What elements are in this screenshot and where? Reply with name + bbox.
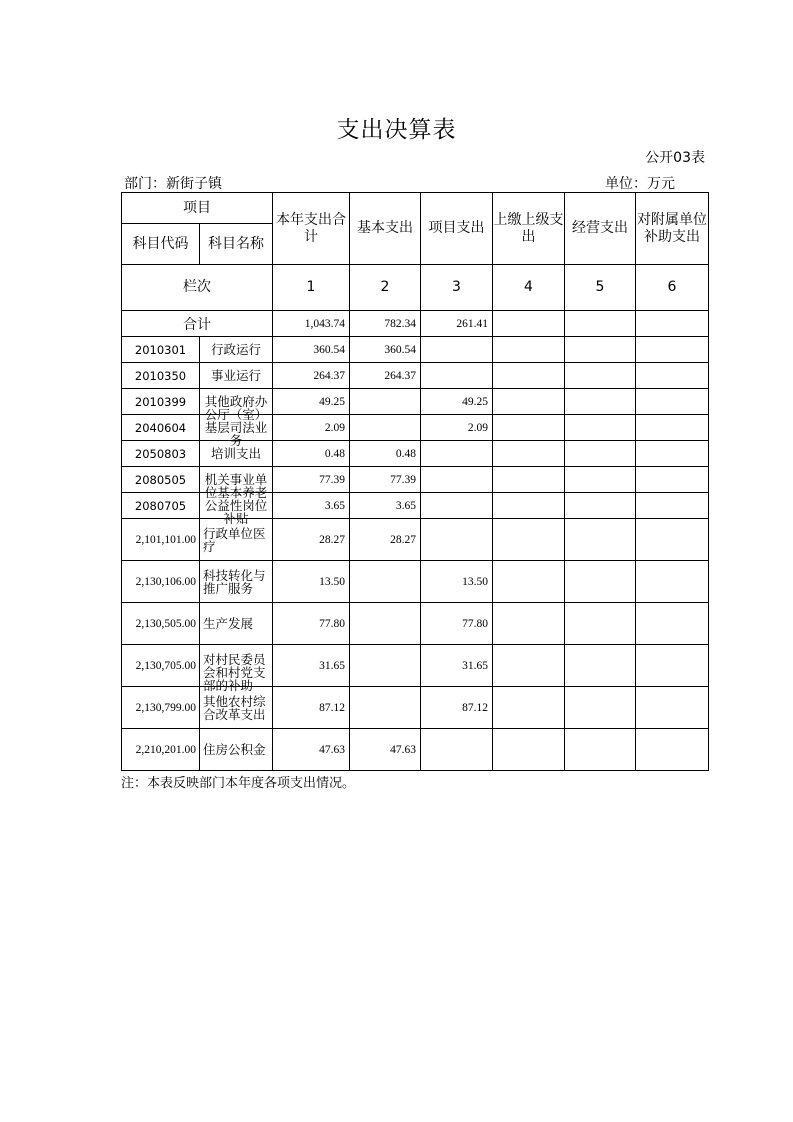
table-row	[122, 519, 709, 561]
subject-name-cell	[200, 337, 273, 363]
subject-name: 其他农村综合改革支出	[203, 693, 266, 722]
value-upper	[493, 363, 565, 389]
column-index: 1	[273, 265, 350, 311]
value-subsidy	[636, 645, 709, 687]
value-project: 2.09	[421, 415, 493, 441]
header-name: 科目名称	[200, 224, 273, 265]
subject-name: 科技转化与推广服务	[203, 567, 266, 596]
value-project: 31.65	[421, 645, 493, 687]
table-row	[122, 687, 709, 729]
value-basic	[350, 645, 421, 687]
value-upper	[493, 337, 565, 363]
value-subsidy	[636, 389, 709, 415]
subject-code: 2010399	[122, 389, 200, 415]
subject-name: 基层司法业务	[204, 420, 268, 448]
value-basic	[350, 561, 421, 603]
subject-code: 2,101,101.00	[122, 519, 200, 561]
column-index: 2	[350, 265, 421, 311]
value-subsidy	[636, 415, 709, 441]
subject-name-cell	[200, 687, 273, 729]
value-project: 87.12	[421, 687, 493, 729]
total-row-business	[565, 311, 636, 337]
value-basic	[350, 415, 421, 441]
value-business	[565, 441, 636, 467]
value-total: 49.25	[273, 389, 350, 415]
value-basic: 264.37	[350, 363, 421, 389]
value-subsidy	[636, 337, 709, 363]
subject-code: 2040604	[122, 415, 200, 441]
subject-name: 行政单位医疗	[203, 525, 266, 554]
value-project	[421, 519, 493, 561]
total-row-basic: 782.34	[350, 311, 421, 337]
subject-name-cell	[200, 389, 273, 422]
table-row	[122, 441, 709, 467]
value-subsidy	[636, 561, 709, 603]
value-business	[565, 561, 636, 603]
subject-name: 机关事业单位基本养老	[204, 472, 268, 500]
table-note: 注：本表反映部门本年度各项支出情况。	[121, 776, 356, 791]
header-project-expenditure: 项目支出	[421, 193, 493, 265]
value-subsidy	[636, 363, 709, 389]
value-project	[421, 729, 493, 771]
value-business	[565, 729, 636, 771]
table-row	[122, 337, 709, 363]
table-row	[122, 603, 709, 645]
header-code: 科目代码	[122, 224, 200, 265]
value-total: 31.65	[273, 645, 350, 687]
table-row	[122, 389, 709, 415]
expenditure-table	[121, 192, 709, 771]
subject-code: 2,210,201.00	[122, 729, 200, 771]
table-row	[122, 729, 709, 771]
value-total: 13.50	[273, 561, 350, 603]
value-total: 2.09	[273, 415, 350, 441]
subject-code: 2080505	[122, 467, 200, 493]
subject-name: 公益性岗位补贴	[204, 498, 268, 526]
total-row-subsidy	[636, 311, 709, 337]
total-row-upper	[493, 311, 565, 337]
total-row-label: 合计	[122, 311, 273, 337]
value-basic: 77.39	[350, 467, 421, 493]
subject-name: 培训支出	[210, 446, 261, 461]
value-project	[421, 467, 493, 493]
value-basic	[350, 389, 421, 415]
table-row	[122, 561, 709, 603]
value-total: 360.54	[273, 337, 350, 363]
unit-label: 单位：万元	[605, 176, 675, 192]
subject-code: 2,130,799.00	[122, 687, 200, 729]
value-business	[565, 603, 636, 645]
column-index: 6	[636, 265, 709, 311]
form-number: 公开03表	[645, 150, 705, 166]
value-business	[565, 519, 636, 561]
value-upper	[493, 493, 565, 519]
value-project: 49.25	[421, 389, 493, 415]
column-index: 4	[493, 265, 565, 311]
value-project	[421, 441, 493, 467]
subject-name-cell	[200, 603, 273, 645]
value-total: 0.48	[273, 441, 350, 467]
subject-code: 2010301	[122, 337, 200, 363]
subject-code: 2080705	[122, 493, 200, 519]
subject-name: 生产发展	[203, 616, 254, 631]
value-total: 264.37	[273, 363, 350, 389]
header-upper: 上缴上级支出	[493, 193, 565, 265]
subject-name-cell	[200, 561, 273, 603]
value-basic	[350, 603, 421, 645]
total-row-project: 261.41	[421, 311, 493, 337]
value-upper	[493, 687, 565, 729]
value-business	[565, 687, 636, 729]
value-business	[565, 645, 636, 687]
value-upper	[493, 415, 565, 441]
value-business	[565, 467, 636, 493]
table-row	[122, 363, 709, 389]
column-index: 3	[421, 265, 493, 311]
subject-name-cell	[200, 729, 273, 771]
header-business: 经营支出	[565, 193, 636, 265]
value-upper	[493, 389, 565, 415]
value-project	[421, 493, 493, 519]
subject-name-cell	[200, 363, 273, 389]
header-project: 项目	[122, 193, 273, 224]
value-project: 77.80	[421, 603, 493, 645]
value-upper	[493, 603, 565, 645]
value-subsidy	[636, 493, 709, 519]
subject-name: 其他政府办公厅（室）	[204, 394, 268, 422]
subject-name: 事业运行	[210, 368, 261, 383]
page-title: 支出决算表	[336, 117, 457, 143]
table-row	[122, 467, 709, 493]
header-subsidy: 对附属单位补助支出	[636, 193, 709, 265]
value-total: 3.65	[273, 493, 350, 519]
value-business	[565, 493, 636, 519]
table-row	[122, 645, 709, 687]
value-basic: 360.54	[350, 337, 421, 363]
value-upper	[493, 467, 565, 493]
subject-code: 2,130,106.00	[122, 561, 200, 603]
value-upper	[493, 441, 565, 467]
department-label: 部门：新街子镇	[124, 176, 222, 192]
value-upper	[493, 729, 565, 771]
subject-name-cell	[200, 467, 273, 500]
value-basic: 0.48	[350, 441, 421, 467]
subject-name-cell	[200, 645, 273, 693]
subject-name: 对村民委员会和村党支部的补助	[203, 651, 266, 693]
value-total: 77.39	[273, 467, 350, 493]
subject-name: 住房公积金	[203, 742, 266, 757]
value-project	[421, 337, 493, 363]
value-basic: 3.65	[350, 493, 421, 519]
value-total: 47.63	[273, 729, 350, 771]
header-total: 本年支出合计	[273, 193, 350, 265]
subject-code: 2,130,705.00	[122, 645, 200, 687]
subject-code: 2050803	[122, 441, 200, 467]
value-subsidy	[636, 603, 709, 645]
value-total: 28.27	[273, 519, 350, 561]
value-subsidy	[636, 467, 709, 493]
header-basic: 基本支出	[350, 193, 421, 265]
value-business	[565, 389, 636, 415]
value-basic: 28.27	[350, 519, 421, 561]
total-row-total: 1,043.74	[273, 311, 350, 337]
value-business	[565, 415, 636, 441]
subject-code: 2,130,505.00	[122, 603, 200, 645]
value-business	[565, 363, 636, 389]
value-project	[421, 363, 493, 389]
column-index: 5	[565, 265, 636, 311]
value-subsidy	[636, 687, 709, 729]
value-project: 13.50	[421, 561, 493, 603]
value-upper	[493, 519, 565, 561]
subject-code: 2010350	[122, 363, 200, 389]
value-total: 87.12	[273, 687, 350, 729]
value-upper	[493, 645, 565, 687]
value-subsidy	[636, 441, 709, 467]
subject-name: 行政运行	[210, 342, 261, 357]
value-basic	[350, 687, 421, 729]
value-subsidy	[636, 519, 709, 561]
value-upper	[493, 561, 565, 603]
value-subsidy	[636, 729, 709, 771]
value-business	[565, 337, 636, 363]
value-total: 77.80	[273, 603, 350, 645]
column-index-label: 栏次	[122, 265, 273, 311]
value-basic: 47.63	[350, 729, 421, 771]
